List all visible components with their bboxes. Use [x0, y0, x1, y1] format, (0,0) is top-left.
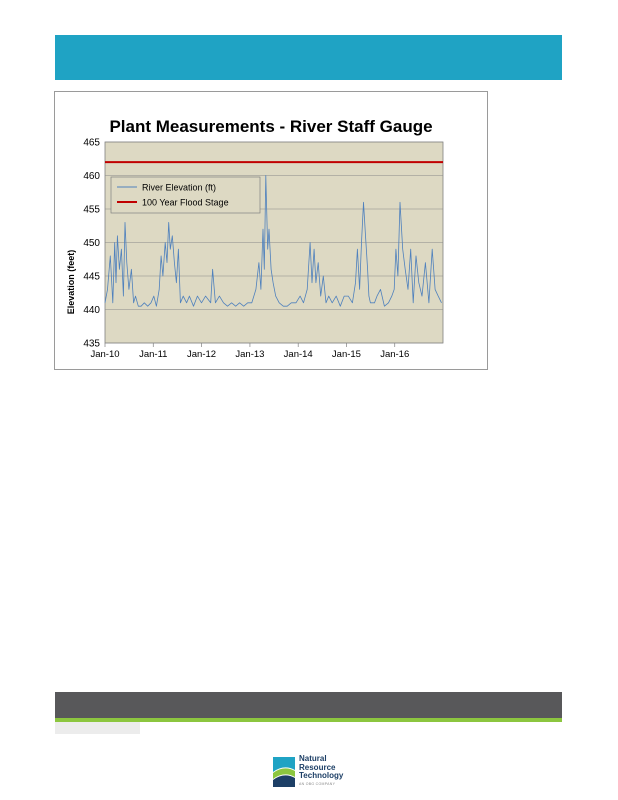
x-tick-label: Jan-15	[331, 349, 361, 360]
logo-tagline: AN OBG COMPANY	[299, 782, 336, 786]
logo-word-2: Resource	[299, 762, 336, 772]
logo-word-1: Natural	[299, 754, 327, 763]
y-tick-label: 455	[83, 204, 100, 216]
logo-word-3: Technology	[299, 771, 344, 780]
y-tick-label: 435	[83, 338, 100, 350]
river-staff-gauge-chart	[55, 92, 487, 369]
x-tick-label: Jan-13	[235, 349, 265, 360]
y-axis-label: Elevation (feet)	[66, 249, 76, 315]
x-tick-label: Jan-16	[380, 349, 410, 360]
footer-band	[55, 692, 562, 718]
x-tick-label: Jan-10	[90, 349, 120, 360]
company-logo	[273, 755, 353, 789]
header-band	[55, 35, 562, 80]
chart-title: Plant Measurements - River Staff Gauge	[109, 117, 433, 136]
x-tick-label: Jan-12	[187, 349, 217, 360]
chart-frame	[54, 91, 488, 370]
y-tick-label: 465	[83, 137, 100, 149]
x-tick-label: Jan-11	[139, 349, 168, 360]
logo-wordmark	[299, 755, 343, 781]
y-tick-label: 445	[83, 271, 100, 283]
y-tick-label: 440	[83, 305, 100, 316]
footer-tab	[55, 722, 140, 734]
legend-label: 100 Year Flood Stage	[142, 197, 229, 208]
legend-label: River Elevation (ft)	[142, 182, 217, 193]
x-tick-label: Jan-14	[283, 349, 313, 360]
y-tick-label: 450	[83, 238, 100, 249]
y-tick-label: 460	[83, 171, 100, 182]
logo-mark-icon	[273, 757, 295, 787]
